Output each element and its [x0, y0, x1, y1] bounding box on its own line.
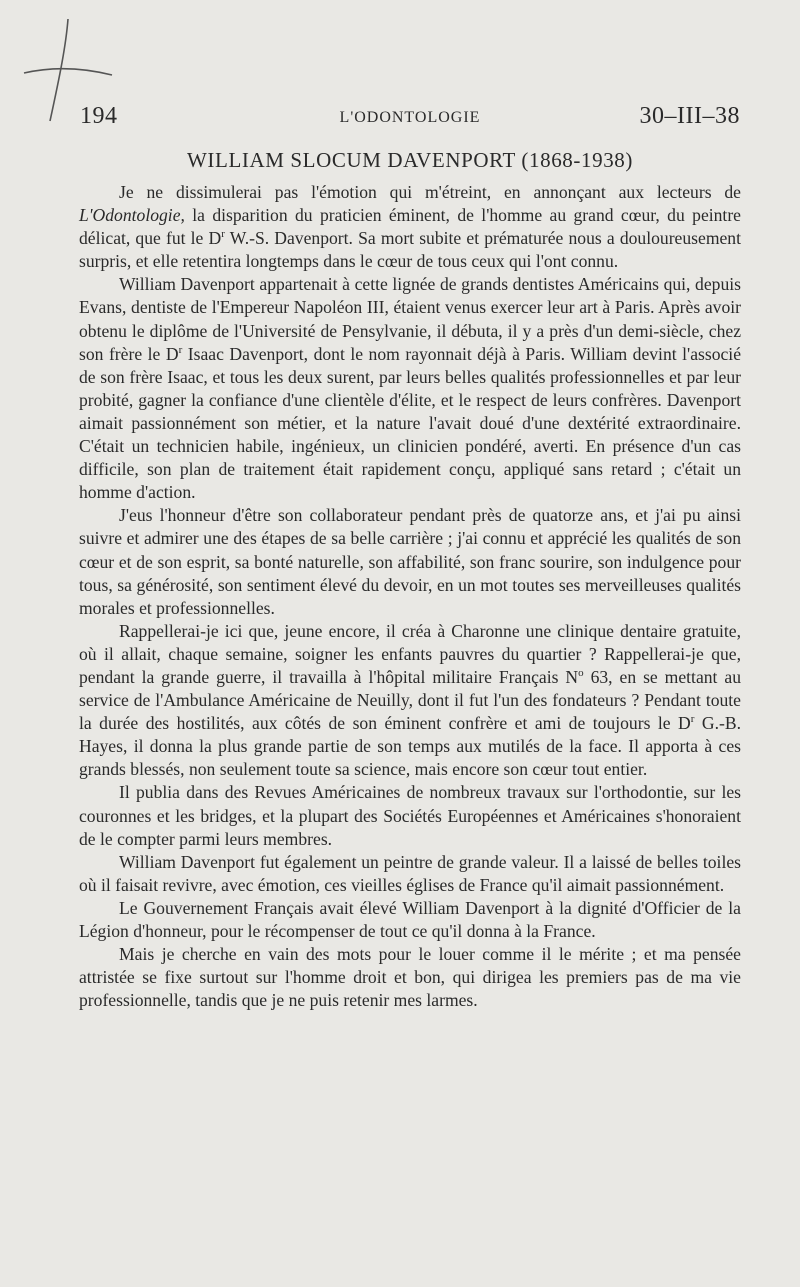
paragraph-3: J'eus l'honneur d'être son collaborateur pendant près de quatorze ans, et j'ai pu ainsi suivre et admirer une des étapes de sa belle carrière ; j'ai connu et apprécié les qualités de son cœur et de son esprit, sa bonté naturelle, son affabilité, son franc sourire, son indulgence pour tous, sa générosité, son sentiment élevé du devoir, en un mot toutes ses merveilleuses qualités morales et professionnelles.	[79, 505, 741, 618]
paragraph-8: Mais je cherche en vain des mots pour le louer comme il le mérite ; et ma pensée attristée se fixe surtout sur l'homme droit et bon, qui dirigea les premiers pas de ma vie professionnelle, tandis que je ne puis retenir mes larmes.	[79, 944, 741, 1011]
obituary-article	[79, 148, 741, 1012]
article-title: WILLIAM SLOCUM DAVENPORT (1868-1938)	[187, 148, 633, 172]
issue-date: 30–III–38	[639, 103, 740, 129]
paragraph-2: William Davenport appartenait à cette lignée de grands dentistes Américains qui, depuis Evans, dentiste de l'Empereur Napoléon III, étaient venus exercer leur art à Paris. Après avoir obtenu le diplôme de l'Université de Pensylvanie, il débuta, il y a près d'un demi-siècle, chez son frère le $D^r$ Isaac Davenport, dont le nom rayonnait déjà à Paris. William devint l'associé de son frère Isaac, et tous les deux surent, par leurs belles qualités professionnelles et par leur probité, gagner la confiance d'une clientèle d'élite, et le respect de leurs confrères. Davenport aimait passionnément son métier, et la nature l'avait doué d'une dextérité extraordinaire. C'était un technicien habile, ingénieux, un clinicien pondéré, averti. En présence d'un cas difficile, son plan de traitement était rapidement conçu, appliqué sans retard ; c'était un homme d'action.	[79, 274, 742, 503]
paragraph-6: William Davenport fut également un peintre de grande valeur. Il a laissé de belles toiles où il faisait revivre, avec émotion, ces vieilles églises de France qu'il aimait passionnément.	[79, 851, 741, 895]
paragraph-7: Le Gouvernement Français avait élevé William Davenport à la dignité d'Officier de la Légion d'honneur, pour le récompenser de tout ce qu'il donna à la France.	[79, 897, 741, 941]
journal-title-italic: L'Odontologie,	[79, 205, 185, 226]
paragraph-5: Il publia dans des Revues Américaines de nombreux travaux sur l'orthodontie, sur les couronnes et les bridges, et la plupart des Sociétés Européennes et Américaines s'honoraient de le compter parmi leurs membres.	[79, 782, 741, 849]
page-number: 194	[80, 103, 118, 129]
journal-name: L'ODONTOLOGIE	[339, 109, 481, 126]
running-head	[80, 103, 740, 137]
paragraph-1: Je ne dissimulerai pas l'émotion qui m'étreint, en annonçant aux lecteurs de L'Odontologie, la disparition du praticien éminent, de l'homme au grand cœur, du peintre délicat, que fut le $D^r$ W.-S. Davenport. Sa mort subite et prématurée nous a douloureusement surpris, et elle retentira longtemps dans le cœur de tous ceux qui l'ont connu.	[79, 182, 741, 272]
paragraph-4: Rappellerai-je ici que, jeune encore, il créa à Charonne une clinique dentaire gratuite, où il allait, chaque semaine, soigner les enfants pauvres du quartier ? Rappellerai-je que, pendant la grande guerre, il travailla à l'hôpital militaire Français $N^o$ 63, en se mettant au service de l'Ambulance Américaine de Neuilly, dont il fut l'un des fondateurs ? Pendant toute la durée des hostilités, aux côtés de son éminent confrère et ami de toujours le $D^r$ G.-B. Hayes, il donna la plus grande partie de son temps aux mutilés de la face. Il apporta à ces grands blessés, non seulement toute sa science, mais encore son cœur tout entier.	[79, 620, 741, 780]
